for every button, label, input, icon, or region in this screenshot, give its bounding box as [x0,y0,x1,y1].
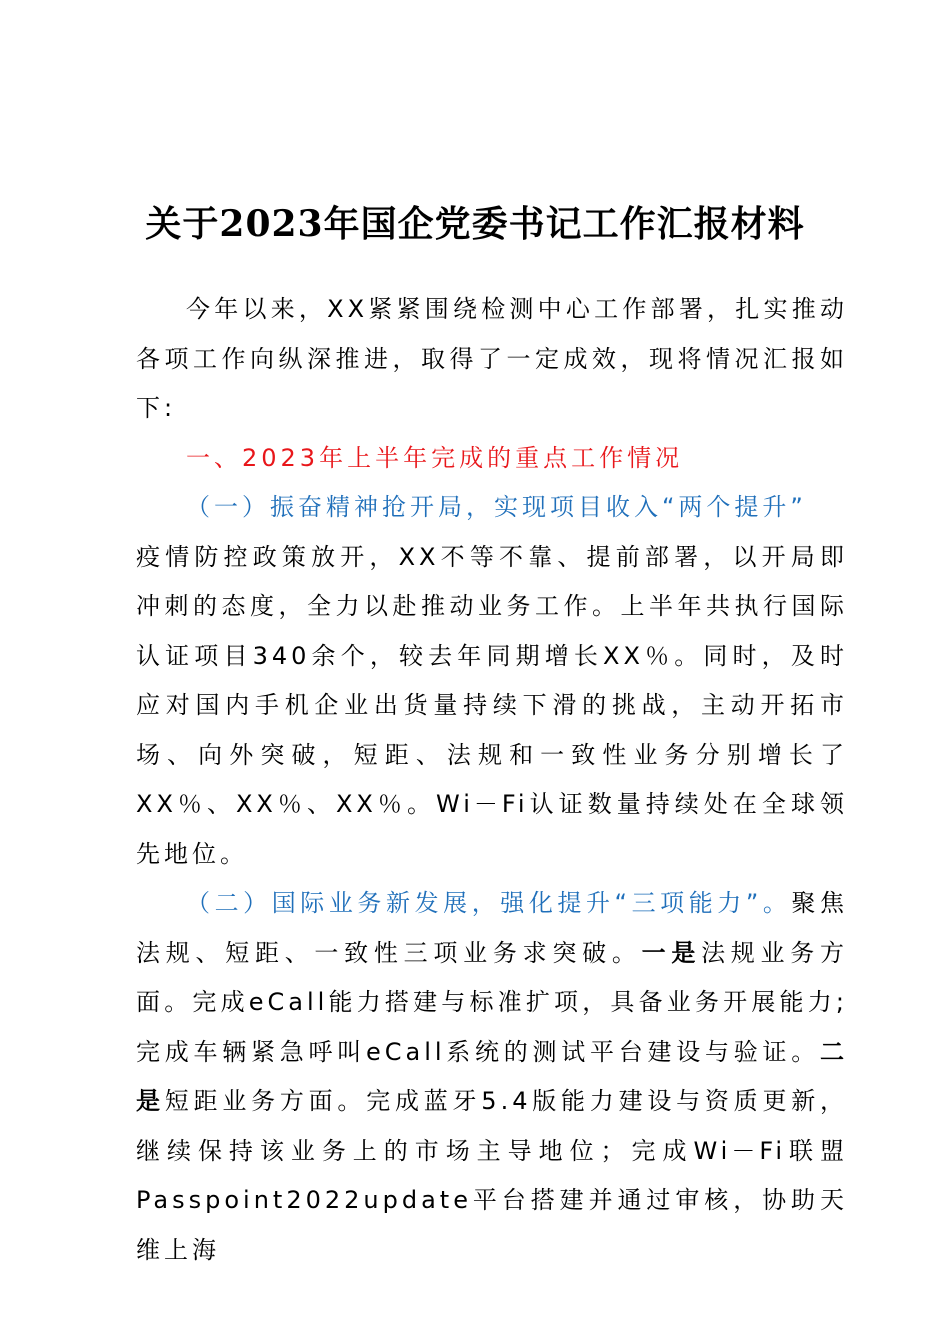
subsection-2-lead: 聚焦法规、短距、一致性三项业务求突破。 [136,889,848,967]
section-heading: 一、2023年上半年完成的重点工作情况 [186,443,684,472]
subsection-2-paragraph [136,879,848,1275]
point-1-marker: 一是 [641,938,702,967]
point-2-text: 短距业务方面。完成蓝牙5.4版能力建设与资质更新，继续保持该业务上的市场主导地位；完成Wi－Fi联盟Passpoint2022update平台搭建并通过审核，协助天维上海 [136,1087,849,1264]
point-1-text: 法规业务方面。完成eCall能力搭建与标准扩项，具备业务开展能力;完成车辆紧急呼叫eCall系统的测试平台建设与验证。 [136,938,849,1066]
subsection-1-heading: （一）振奋精神抢开局，实现项目收入“两个提升” [186,493,807,521]
document-body [136,285,848,1275]
point-2-marker: 二是 [136,1037,848,1115]
subsection-1-text: 疫情防控政策放开，XX不等不靠、提前部署，以开局即冲刺的态度，全力以赴推动业务工作。上半年共执行国际认证项目340余个，较去年同期增长XX％。同时，及时应对国内手机企业出货量持续下滑的挑战，主动开拓市场、向外突破，短距、法规和一致性业务分别增长了XX％、XX％、XX％。Wi－Fi认证数量持续处在全球领先地位。 [136,542,848,868]
intro-paragraph: 今年以来，XX紧紧围绕检测中心工作部署，扎实推动各项工作向纵深推进，取得了一定成效，现将情况汇报如下: [136,295,848,422]
subsection-2-heading: （二）国际业务新发展，强化提升“三项能力”。 [186,889,792,917]
document-title: 关于2023年国企党委书记工作汇报材料 [145,203,805,245]
